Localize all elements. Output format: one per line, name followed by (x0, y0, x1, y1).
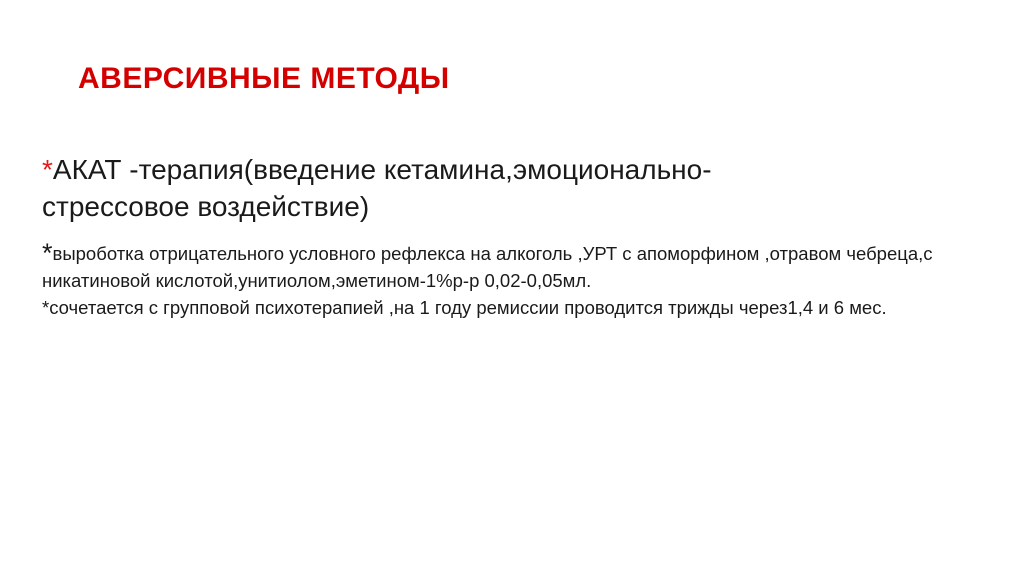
details-line-1-text: выроботка отрицательного условного рефлекса на алкоголь ,УРТ с апоморфином ,отравом чебреца,с никатиновой кислотой,унитиолом,эметином-1%р-р 0,02-0,05мл. (42, 242, 933, 292)
lead-bullet-marker: * (42, 154, 53, 185)
details-paragraph (42, 237, 954, 322)
lead-text: АКАТ -терапия(введение кетамина,эмоционально-стрессовое воздействие) (42, 154, 712, 222)
details-bullet-marker: * (42, 237, 53, 268)
details-line-1 (42, 237, 954, 294)
slide-body (42, 152, 954, 321)
details-line-2: *сочетается с групповой психотерапией ,на 1 году ремиссии проводится трижды через1,4 и 6 мес. (42, 297, 887, 319)
lead-paragraph (42, 152, 742, 226)
page-title: АВЕРСИВНЫЕ МЕТОДЫ (78, 62, 450, 95)
